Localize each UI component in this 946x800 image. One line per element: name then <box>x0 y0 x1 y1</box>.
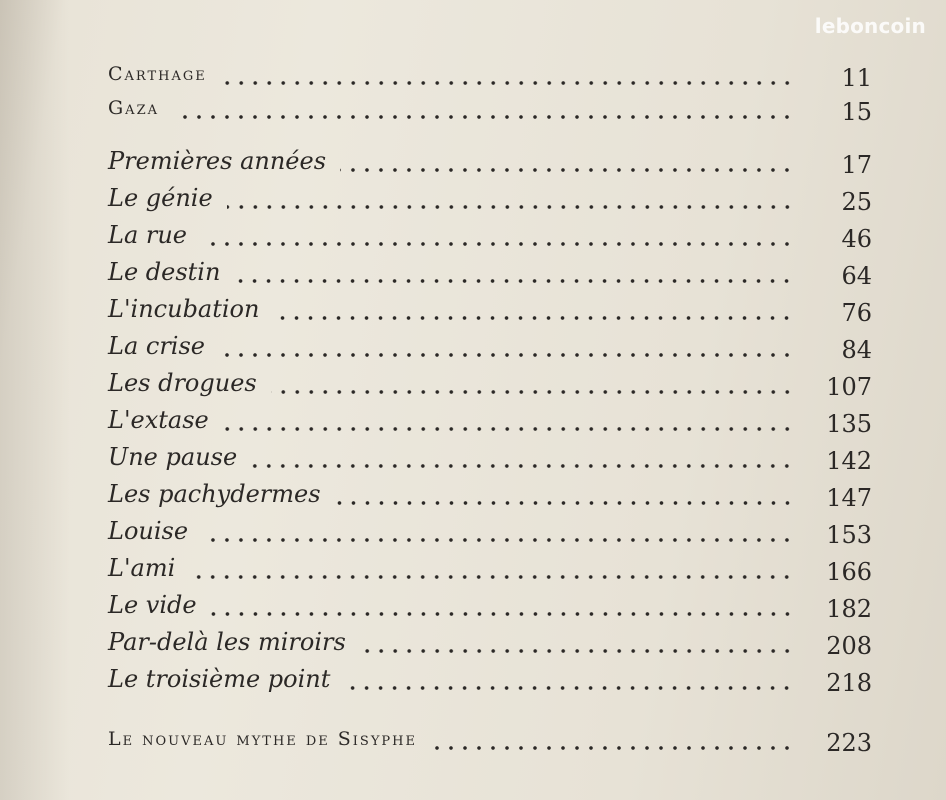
dot-leader <box>360 648 794 654</box>
dot-leader <box>344 685 794 691</box>
toc-entry-louise <box>108 515 872 549</box>
toc-entry-title: Le destin <box>108 258 221 286</box>
dot-leader <box>189 574 794 580</box>
toc-entry-page: 76 <box>841 299 872 327</box>
dot-leader <box>219 352 794 358</box>
dot-leader <box>202 537 794 543</box>
toc-entry-page: 147 <box>826 484 872 512</box>
toc-entry-page: 46 <box>841 225 872 253</box>
toc-entry-gaza <box>108 92 872 126</box>
toc-entry-carthage <box>108 58 872 92</box>
toc-entry-title: L'extase <box>108 406 209 434</box>
dot-leader <box>201 241 794 247</box>
toc-entry-le-troisieme-point <box>108 663 872 697</box>
toc-entry-page: 15 <box>841 98 872 126</box>
dot-leader <box>340 167 794 173</box>
toc-entry-page: 84 <box>841 336 872 364</box>
dot-leader <box>335 500 794 506</box>
toc-entry-page: 17 <box>841 151 872 179</box>
toc-entry-par-dela-les-miroirs <box>108 626 872 660</box>
dot-leader <box>271 389 794 395</box>
toc-entry-l-ami <box>108 552 872 586</box>
toc-entry-page: 64 <box>841 262 872 290</box>
dot-leader <box>431 745 794 751</box>
toc-entry-le-genie <box>108 182 872 216</box>
toc-entry-page: 166 <box>826 558 872 586</box>
dot-leader <box>221 80 794 86</box>
toc-entry-les-pachydermes <box>108 478 872 512</box>
toc-entry-page: 142 <box>826 447 872 475</box>
toc-entry-title: Gaza <box>108 97 159 119</box>
toc-entry-title: La crise <box>108 332 205 360</box>
toc-entry-page: 153 <box>826 521 872 549</box>
toc-entry-page: 107 <box>826 373 872 401</box>
toc-entry-page: 11 <box>841 64 872 92</box>
dot-leader <box>234 278 794 284</box>
toc-entry-l-incubation <box>108 293 872 327</box>
dot-leader <box>273 315 794 321</box>
toc-entry-title: Les drogues <box>108 369 257 397</box>
toc-entry-title: L'incubation <box>108 295 260 323</box>
toc-entry-title: Le vide <box>108 591 197 619</box>
toc-entry-la-crise <box>108 330 872 364</box>
dot-leader <box>227 204 794 210</box>
toc-entry-page: 135 <box>826 410 872 438</box>
toc-entry-le-vide <box>108 589 872 623</box>
toc-entry-title: Le nouveau mythe de Sisyphe <box>108 728 417 750</box>
toc-entry-l-extase <box>108 404 872 438</box>
toc-entry-title: Premières années <box>108 147 327 175</box>
toc-entry-les-drogues <box>108 367 872 401</box>
toc-entry-page: 223 <box>826 729 872 757</box>
toc-entry-title: Le génie <box>108 184 213 212</box>
toc-entry-title: Une pause <box>108 443 238 471</box>
dot-leader <box>251 463 794 469</box>
toc-entry-title: Carthage <box>108 63 207 85</box>
toc-entry-page: 208 <box>826 632 872 660</box>
leboncoin-watermark: leboncoin <box>814 14 926 38</box>
toc-entry-title: Le troisième point <box>108 665 331 693</box>
toc-entry-une-pause <box>108 441 872 475</box>
page-gutter-shadow <box>0 0 70 800</box>
toc-entry-premieres-annees <box>108 145 872 179</box>
dot-leader <box>211 611 794 617</box>
toc-entry-title: L'ami <box>108 554 176 582</box>
dot-leader <box>173 114 794 120</box>
toc-entry-title: Louise <box>108 517 189 545</box>
toc-entry-title: La rue <box>108 221 188 249</box>
toc-entry-page: 182 <box>826 595 872 623</box>
toc-entry-le-destin <box>108 256 872 290</box>
toc-entry-page: 218 <box>826 669 872 697</box>
toc-entry-page: 25 <box>841 188 872 216</box>
toc-entry-la-rue <box>108 219 872 253</box>
toc-entry-le-nouveau-mythe-de-sisyphe <box>108 723 872 757</box>
toc-entry-title: Les pachydermes <box>108 480 321 508</box>
toc-entry-title: Par-delà les miroirs <box>108 628 346 656</box>
dot-leader <box>223 426 794 432</box>
